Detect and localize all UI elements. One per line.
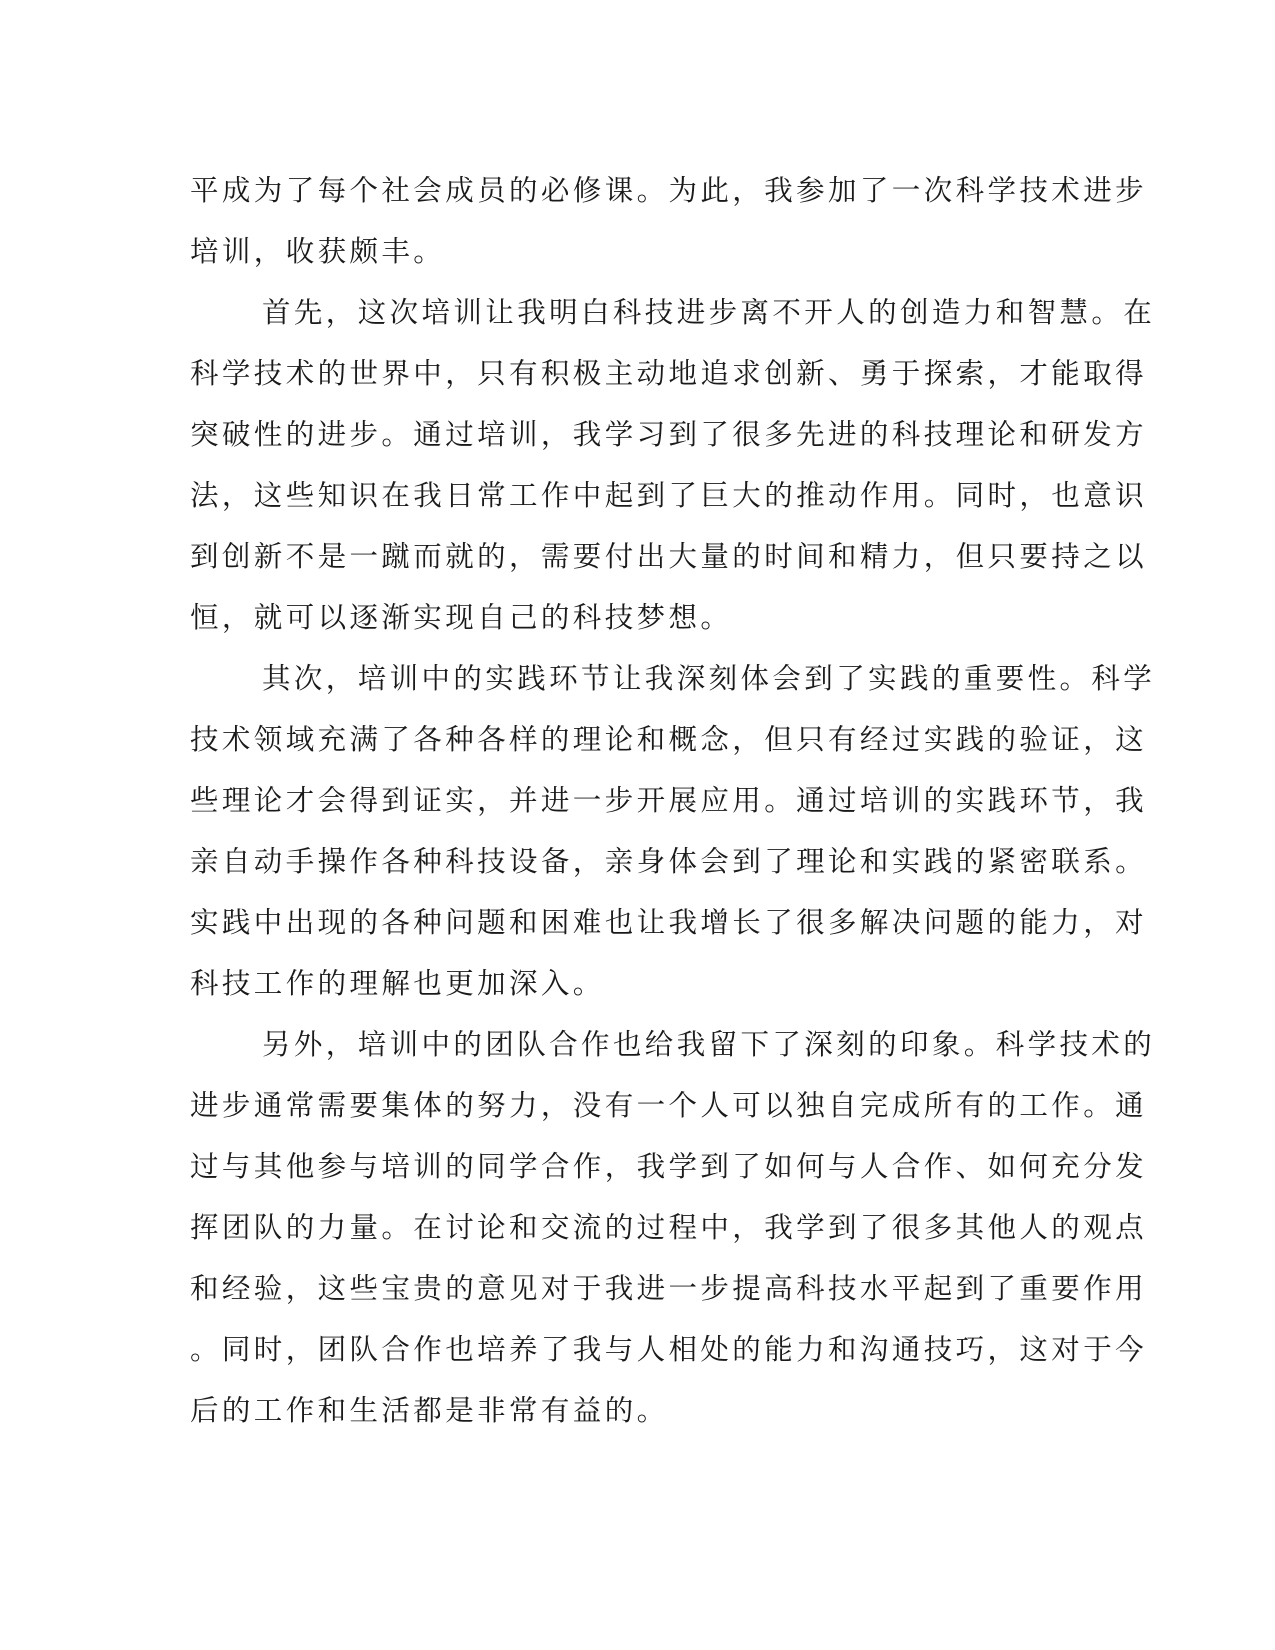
paragraph-line: 。同时，团队合作也培养了我与人相处的能力和沟通技巧，这对于今	[190, 1333, 1148, 1366]
paragraph-line: 些理论才会得到证实，并进一步开展应用。通过培训的实践环节，我	[190, 784, 1148, 817]
paragraph-line: 科学技术的世界中，只有积极主动地追求创新、勇于探索，才能取得	[190, 357, 1148, 390]
paragraph-intro-continued	[190, 160, 1148, 282]
paragraph-first-creativity	[190, 282, 1156, 648]
paragraph-line: 恒，就可以逐渐实现自己的科技梦想。	[190, 601, 733, 634]
paragraph-line: 挥团队的力量。在讨论和交流的过程中，我学到了很多其他人的观点	[190, 1211, 1148, 1244]
paragraph-line: 过与其他参与培训的同学合作，我学到了如何与人合作、如何充分发	[190, 1150, 1148, 1183]
paragraph-line: 法，这些知识在我日常工作中起到了巨大的推动作用。同时，也意识	[190, 479, 1148, 512]
paragraph-line: 培训，收获颇丰。	[190, 235, 446, 268]
paragraph-line: 实践中出现的各种问题和困难也让我增长了很多解决问题的能力，对	[190, 906, 1148, 939]
paragraph-second-practice	[190, 648, 1156, 1014]
paragraph-line: 后的工作和生活都是非常有益的。	[190, 1394, 669, 1427]
paragraph-line: 另外，培训中的团队合作也给我留下了深刻的印象。科学技术的	[262, 1028, 1156, 1061]
paragraph-line: 其次，培训中的实践环节让我深刻体会到了实践的重要性。科学	[262, 662, 1156, 695]
paragraph-line: 进步通常需要集体的努力，没有一个人可以独自完成所有的工作。通	[190, 1089, 1148, 1122]
paragraph-line: 科技工作的理解也更加深入。	[190, 967, 605, 1000]
paragraph-line: 到创新不是一蹴而就的，需要付出大量的时间和精力，但只要持之以	[190, 540, 1148, 573]
paragraph-line: 技术领域充满了各种各样的理论和概念，但只有经过实践的验证，这	[190, 723, 1148, 756]
document-body	[190, 160, 1156, 1441]
paragraph-line: 和经验，这些宝贵的意见对于我进一步提高科技水平起到了重要作用	[190, 1272, 1148, 1305]
paragraph-line: 亲自动手操作各种科技设备，亲身体会到了理论和实践的紧密联系。	[190, 845, 1148, 878]
paragraph-third-teamwork	[190, 1014, 1156, 1441]
paragraph-line: 首先，这次培训让我明白科技进步离不开人的创造力和智慧。在	[262, 296, 1156, 329]
paragraph-line: 突破性的进步。通过培训，我学习到了很多先进的科技理论和研发方	[190, 418, 1148, 451]
paragraph-line: 平成为了每个社会成员的必修课。为此，我参加了一次科学技术进步	[190, 174, 1148, 207]
